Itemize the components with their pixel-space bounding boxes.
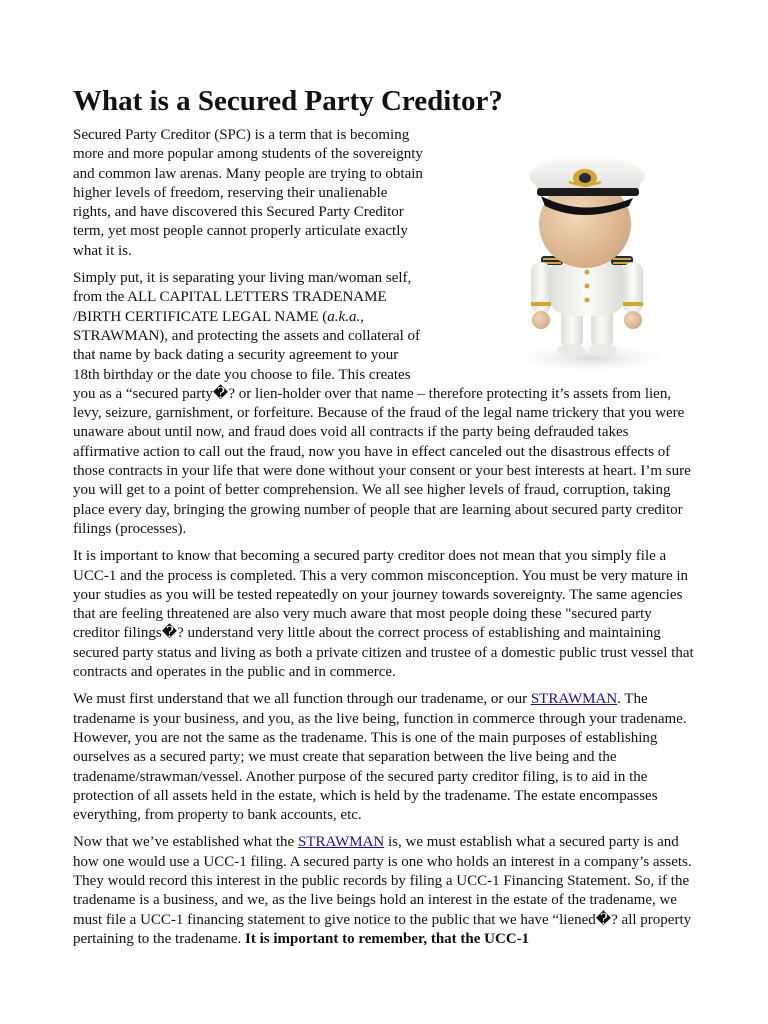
- paragraph-4-text-b: . The tradename is your business, and you, as the live being, function in commerce through your tradename. However, you are not the same as the tradename. This is one of the main purposes of establishing ourselves as a secured party; we must create that separation between the live being and the tradename/strawman/vessel. Another purpose of the secured party creditor filing, is to aid in the protection of all assets held in the estate, which is held by the tradename. The estate encompasses everything, from property to bank accounts, etc.: [73, 691, 687, 824]
- paragraph-2-text-b: , STRAWMAN), and protecting the assets and collateral of that name by back dating a security agreement to your 18th birthday or the date you choose to file. This creates you as a “secured party�? or lien-holder over that name – therefore protecting it’s assets from lien, levy, seizure, garnishment, or forfeiture. Because of the fraud of the legal name trickery that you were unaware about until now, and fraud does void all contracts if the party being defrauded takes affirmative action to call out the fraud, now you have in effect canceled out the disastrous effects of those contracts in your life that were done without your consent or your best interests at heart. I’m sure you will get to a point of better comprehension. We all see higher levels of fraud, corruption, taking place every day, bringing the growing number of people that are learning about secured party creditor filings (processes).: [73, 308, 691, 537]
- article: [73, 84, 697, 957]
- paragraph-2-text-a: Simply put, it is separating your living man/woman self, from the ALL CAPITAL LETTERS TRADENAME /BIRTH CERTIFICATE LEGAL NAME (: [73, 270, 412, 325]
- paragraph-5-text-a: Now that we’ve established what the: [73, 834, 298, 851]
- aka-italic: a.k.a.: [327, 308, 361, 325]
- strawman-link-2[interactable]: STRAWMAN: [297, 834, 385, 851]
- paragraph-4-text-a: We must first understand that we all function through our tradename, or our: [73, 691, 531, 708]
- captain-figure-illustration: [433, 126, 697, 376]
- strawman-link-1[interactable]: STRAWMAN: [530, 691, 618, 708]
- page-title: What is a Secured Party Creditor?: [73, 85, 503, 117]
- paragraph-5-text-b: is, we must establish what a secured party is and how one would use a UCC-1 filing. A secured party is one who holds an interest in a company’s assets. They would record this interest in the public records by filing a UCC-1 Financing Statement. So, if the tradename is a business, and we, as the live beings hold an interest in the estate of the tradename, we must file a UCC-1 financing statement to give notice to the public that we have “liened�? all property pertaining to the tradename.: [73, 834, 692, 947]
- paragraph-5: [73, 833, 697, 949]
- paragraph-4: [73, 690, 697, 825]
- paragraph-3: It is important to know that becoming a secured party creditor does not mean that you simply file a UCC-1 and the process is completed. This a very common misconception. You must be very mature in your studies as you will be tested repeatedly on your journey towards sovereignty. The same agencies that are feeling threatened are also very much aware that most people doing these "secured party creditor filings�? understand very little about the correct process of establishing and maintaining secured party status and living as both a private citizen and trustee of a domestic public trust vessel that contracts and operates in the public and in commerce.: [73, 548, 694, 681]
- paragraph-5-bold-text: It is important to remember, that the UCC-1: [245, 930, 530, 947]
- captain-illustration: [433, 126, 697, 376]
- paragraph-1: Secured Party Creditor (SPC) is a term that is becoming more and more popular among students of the sovereignty and common law arenas. Many people are trying to obtain higher levels of freedom, reserving their unalienable rights, and have discovered this Secured Party Creditor term, yet most people cannot properly articulate exactly what it is.: [73, 127, 423, 259]
